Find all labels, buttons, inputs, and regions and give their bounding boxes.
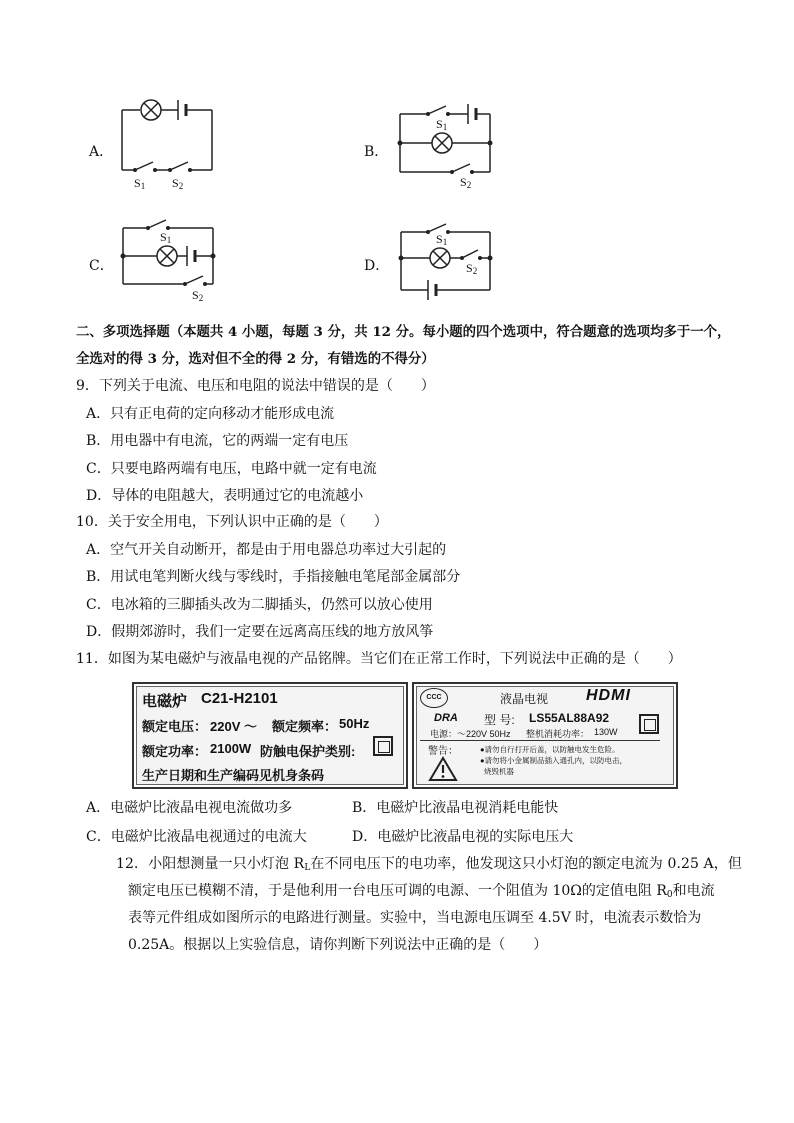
q11-option-c: C．电磁炉比液晶电视通过的电流大 (86, 829, 307, 845)
plate1-freq: 50Hz (339, 716, 370, 731)
q12-line3: 表等元件组成如图所示的电路进行测量。实验中，当电源电压调至 4.5V 时，电流表示数恰为 (128, 910, 702, 926)
q11-option-b: B．电磁炉比液晶电视消耗电能快 (352, 800, 559, 816)
plate1-power-label: 额定功率： (142, 744, 208, 759)
circuit-c-s1-label: $S_1$ (160, 230, 172, 245)
circuit-d-s1-label: $S_1$ (436, 232, 448, 247)
plate1-voltage-label: 额定电压： (142, 719, 208, 734)
plate2-warning-3: 烧毁机器 (484, 767, 514, 776)
q11-option-a: A．电磁炉比液晶电视电流做功多 (86, 800, 293, 816)
lcd-tv-nameplate (412, 682, 678, 789)
plate2-name: 液晶电视 (500, 692, 549, 706)
q10-stem: 10．关于安全用电，下列认识中正确的是（ ） (76, 514, 388, 530)
circuit-a-letter: A． (89, 144, 114, 160)
plate1-model: C21-H2101 (201, 690, 278, 707)
circuit-a-s1-label: $S_1$ (134, 176, 146, 191)
circuit-b-letter: B． (364, 144, 389, 160)
plate2-consumption: 130W (594, 727, 618, 737)
plate2-warning-1: ●请勿自行打开后盖，以防触电发生危险。 (480, 745, 620, 754)
section2-heading-line2: 全选对的得 3 分，选对但不全的得 2 分，有错选的不得分） (76, 351, 435, 367)
circuit-d-s2-label: $S_2$ (466, 261, 478, 276)
q11-stem: 11．如图为某电磁炉与液晶电视的产品铭牌。当它们在正常工作时，下列说法中正确的是（ ） (76, 651, 682, 667)
circuit-b (400, 104, 490, 172)
circuit-b-s1-label: $S_1$ (436, 117, 448, 132)
circuit-a (122, 100, 212, 170)
plate1-freq-label: 额定频率： (272, 719, 338, 734)
circuit-d-letter: D． (364, 258, 390, 274)
circuit-c-s2-label: $S_2$ (192, 288, 204, 303)
q10-option-c: C．电冰箱的三脚插头改为二脚插头，仍然可以放心使用 (86, 597, 433, 613)
plate1-name: 电磁炉 (142, 693, 188, 710)
circuit-b-s2-label: $S_2$ (460, 175, 472, 190)
plate1-voltage: 220V ～ (210, 719, 257, 734)
circuit-c-letter: C． (89, 258, 114, 274)
q9-option-b: B．用电器中有电流，它的两端一定有电压 (86, 433, 349, 449)
q12-line4: 0.25A。根据以上实验信息，请你判断下列说法中正确的是（ ） (128, 937, 548, 953)
circuit-diagrams (0, 0, 794, 310)
plate2-warning-title: 警告： (428, 746, 458, 757)
q10-option-d: D．假期郊游时，我们一定要在远离高压线的地方放风筝 (86, 624, 434, 640)
plate2-warning-2: ●请勿将小金属制品插入通孔内，以防电击， (480, 756, 628, 765)
hdmi-logo: HDMI (586, 687, 631, 704)
q9-stem: 9．下列关于电流、电压和电阻的说法中错误的是（ ） (76, 378, 435, 394)
plate2-power-spec: 电源：～220V 50Hz (430, 729, 511, 739)
q12-line1: 12．小阳想测量一只小灯泡 $R_L$在不同电压下的电功率，他发现这只小灯泡的额定电流为 0.25 A，但 (116, 856, 742, 873)
double-insulation-icon (373, 736, 393, 756)
q10-option-a: A．空气开关自动断开，都是由于用电器总功率过大引起的 (86, 542, 447, 558)
q12-line2: 额定电压已模糊不清，于是他利用一台电压可调的电源、一个阻值为 10Ω的定值电阻 $R_0$和电流 (128, 883, 715, 900)
plate1-note: 生产日期和生产编码见机身条码 (142, 768, 325, 783)
double-insulation-icon-tv (639, 714, 659, 734)
induction-cooker-nameplate (132, 682, 408, 789)
plate2-consumption-label: 整机消耗功率： (526, 729, 590, 739)
q9-option-d: D．导体的电阻越大，表明通过它的电流越小 (86, 488, 364, 504)
warning-triangle-icon (428, 756, 458, 782)
q9-option-c: C．只要电路两端有电压，电路中就一定有电流 (86, 461, 377, 477)
plate2-dra: DRA (434, 712, 458, 724)
section2-heading-line1: 二、多项选择题（本题共 4 小题，每题 3 分，共 12 分。每小题的四个选项中，符合题意的选项均多于一个， (76, 324, 731, 340)
plate2-model: LS55AL88A92 (529, 711, 610, 725)
q11-option-d: D．电磁炉比液晶电视的实际电压大 (352, 829, 574, 845)
plate1-power: 2100W (210, 741, 252, 756)
q9-option-a: A．只有正电荷的定向移动才能形成电流 (86, 406, 335, 422)
circuit-a-s2-label: $S_2$ (172, 176, 184, 191)
plate2-model-label: 型 号: (484, 713, 515, 727)
plate1-protect: 防触电保护类别: (260, 744, 356, 759)
ccc-logo-icon: CCC (420, 688, 448, 708)
q10-option-b: B．用试电笔判断火线与零线时，手指接触电笔尾部金属部分 (86, 569, 461, 585)
